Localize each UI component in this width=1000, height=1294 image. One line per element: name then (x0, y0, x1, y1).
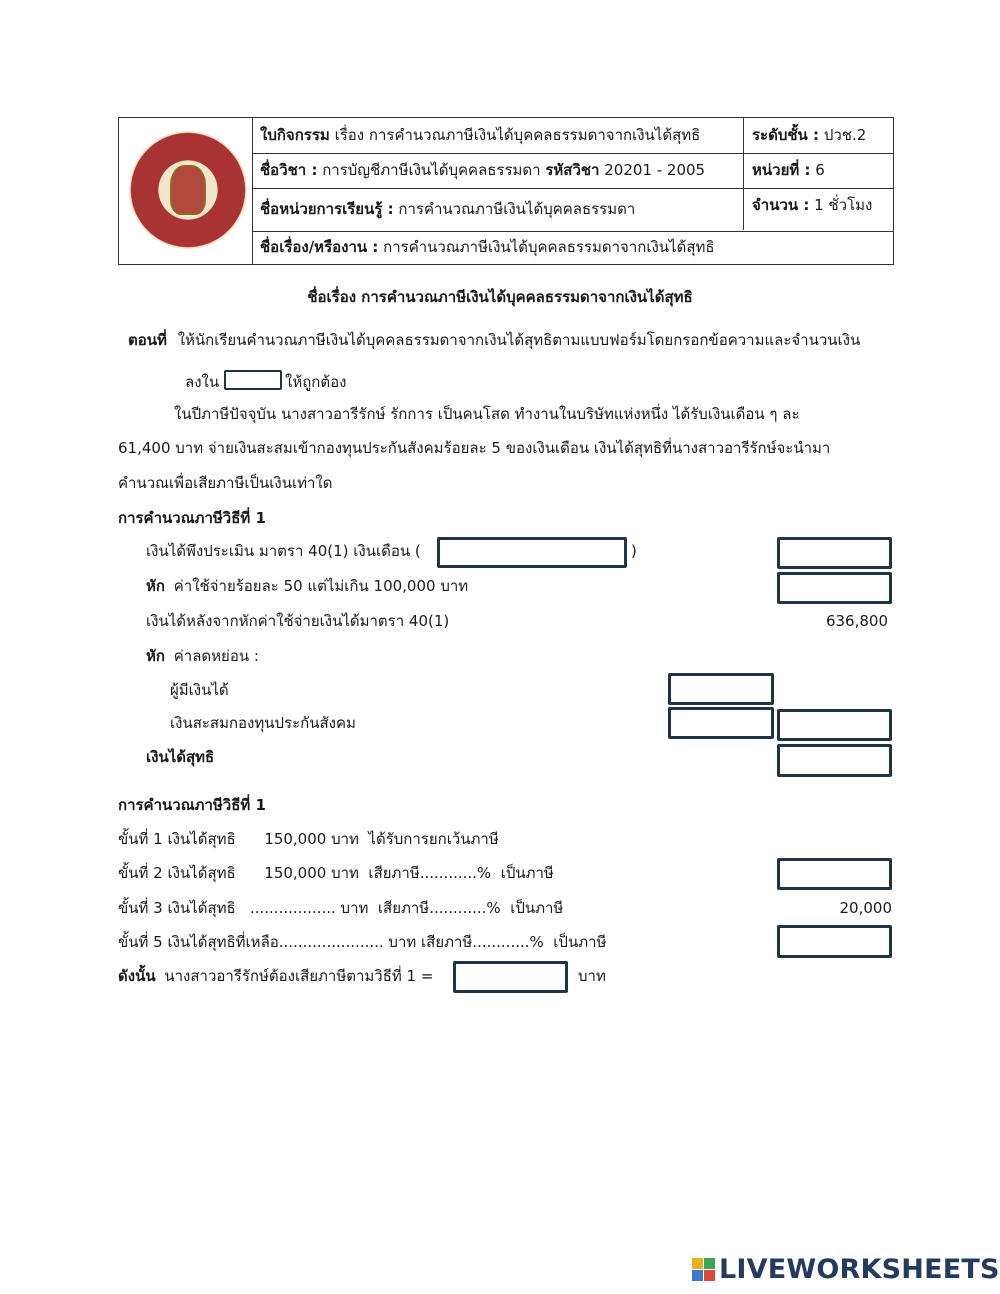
topic-row (260, 240, 715, 255)
social-security-label: เงินสะสมกองทุนประกันสังคม (170, 714, 356, 732)
code-label: รหัสวิชา (545, 161, 600, 179)
topic-value: การคำนวณภาษีเงินได้บุคคลธรรมดาจากเงินได้สุทธิ (383, 238, 715, 256)
expense-text: ค่าใช้จ่ายร้อยละ 50 แต่ไม่เกิน 100,000 บาท (173, 577, 469, 595)
liveworksheets-logo (692, 1254, 1000, 1284)
activity-row (260, 128, 700, 143)
header-table (118, 117, 894, 265)
expense-input[interactable] (777, 572, 892, 604)
step-3-value: 20,000 (839, 899, 892, 917)
instructions (128, 333, 860, 348)
unit-value: 6 (815, 161, 825, 179)
activity-text: เรื่อง การคำนวณภาษีเงินได้บุคคลธรรมดาจากเงินได้สุทธิ (334, 126, 701, 144)
instructions-text: ให้นักเรียนคำนวณภาษีเงินได้บุคคลธรรมดาจากเงินได้สุทธิตามแบบฟอร์มโดยกรอกข้อความและจำนวนเงิน (177, 331, 861, 349)
close-paren: ) (631, 542, 637, 560)
code-value: 20201 - 2005 (604, 161, 706, 179)
conclusion-text: นางสาวอารีรักษ์ต้องเสียภาษีตามวิธีที่ 1 = (164, 967, 434, 985)
subject-row (260, 163, 705, 178)
net-income-input[interactable] (777, 744, 892, 777)
allowance-row (146, 649, 259, 664)
instructions-label: ตอนที่ (128, 331, 167, 349)
instructions-after: ให้ถูกต้อง (285, 373, 347, 391)
social-security-input[interactable] (668, 707, 774, 739)
topic-label: ชื่อเรื่อง/หรืองาน : (260, 238, 379, 256)
learning-unit-label: ชื่อหน่วยการเรียนรู้ : (260, 200, 394, 218)
step-2: ขั้นที่ 2 เงินได้สุทธิ 150,000 บาท เสียภาษี............% เป็นภาษี (118, 864, 554, 882)
learning-unit-value: การคำนวณภาษีเงินได้บุคคลธรรมดา (398, 200, 636, 218)
step-5: ขั้นที่ 5 เงินได้สุทธิที่เหลือ...................... บาท เสียภาษี............% เป็นภาษี (118, 933, 607, 951)
instructions-before: ลงใน (185, 373, 220, 391)
unit-row (752, 163, 825, 178)
subject-label: ชื่อวิชา : (260, 161, 318, 179)
expense-row (146, 579, 468, 594)
liveworksheets-text: LIVEWORKSHEETS (719, 1253, 1000, 1285)
unit-label: หน่วยที่ : (752, 161, 811, 179)
activity-label: ใบกิจกรรม (260, 126, 330, 144)
sample-answer-box (224, 370, 282, 390)
hours-row (752, 198, 872, 213)
total-allowance-input[interactable] (777, 709, 892, 741)
level-value: ปวช.2 (823, 126, 867, 144)
after-expense-value: 636,800 (825, 612, 888, 630)
conclusion-row (118, 969, 433, 984)
after-expense-label: เงินได้หลังจากหักค่าใช้จ่ายเงินได้มาตรา 40(1) (146, 612, 450, 630)
salary-input[interactable] (437, 537, 627, 568)
hours-label: จำนวน : (752, 196, 810, 214)
allowance-text: ค่าลดหย่อน : (173, 647, 259, 665)
total-tax-input[interactable] (453, 961, 568, 993)
method1-heading: การคำนวณภาษีวิธีที่ 1 (118, 509, 266, 527)
allowance-label: หัก (146, 647, 165, 665)
level-row (752, 128, 866, 143)
conclusion-label: ดังนั้น (118, 967, 156, 985)
step-3: ขั้นที่ 3 เงินได้สุทธิ .................. บาท เสียภาษี............% เป็นภาษี (118, 899, 564, 917)
taxpayer-allowance-input[interactable] (668, 673, 774, 705)
steps-heading: การคำนวณภาษีวิธีที่ 1 (118, 796, 266, 814)
worksheet-title: ชื่อเรื่อง การคำนวณภาษีเงินได้บุคคลธรรมดาจากเงินได้สุทธิ (307, 288, 693, 306)
deduct-label: หัก (146, 577, 165, 595)
subject-value: การบัญชีภาษีเงินได้บุคคลธรรมดา (322, 161, 541, 179)
net-income-label: เงินได้สุทธิ (146, 748, 215, 766)
taxpayer-allowance-label: ผู้มีเงินได้ (170, 681, 229, 699)
conclusion-unit: บาท (578, 967, 606, 985)
step-2-tax-input[interactable] (777, 858, 892, 890)
assessable-income-label: เงินได้พึงประเมิน มาตรา 40(1) เงินเดือน ( (146, 542, 421, 560)
problem-line-2: 61,400 บาท จ่ายเงินสะสมเข้ากองทุนประกันสังคมร้อยละ 5 ของเงินเดือน เงินได้สุทธิที่นางสาวอารีรักษ์จะนำมา (118, 439, 831, 457)
step-5-tax-input[interactable] (777, 925, 892, 958)
problem-line-1: ในปีภาษีปัจจุบัน นางสาวอารีรักษ์ รักการ เป็นคนโสด ทำงานในบริษัทแห่งหนึ่ง ได้รับเงินเดือน ๆ ละ (174, 405, 800, 423)
hours-value: 1 ชั่วโมง (814, 196, 873, 214)
level-label: ระดับชั้น : (752, 126, 820, 144)
assessable-income-input[interactable] (777, 537, 892, 569)
learning-unit-row (260, 202, 635, 217)
vocational-education-commission-seal (129, 131, 247, 249)
problem-line-3: คำนวณเพื่อเสียภาษีเป็นเงินเท่าใด (118, 474, 333, 492)
liveworksheets-mark-icon (692, 1258, 715, 1281)
step-1: ขั้นที่ 1 เงินได้สุทธิ 150,000 บาท ได้รับการยกเว้นภาษี (118, 830, 499, 848)
